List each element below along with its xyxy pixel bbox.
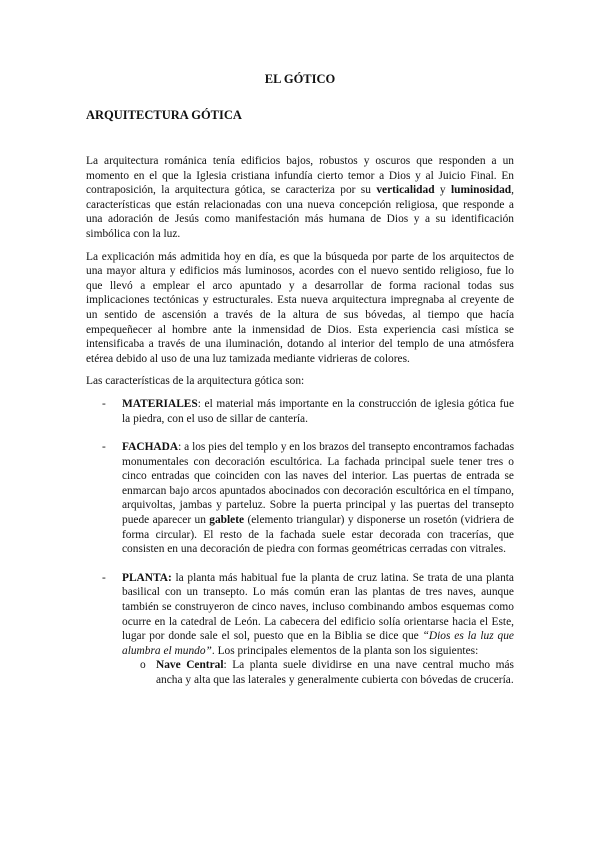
list-item-planta: - PLANTA: la planta más habitual fue la planta de cruz latina. Se trata de una planta basilical con un transepto. Lo más común eran las plantas de tres naves, aunque también se construyeron de cinco naves, incluso combinando ambos esquemas como ocurre en la catedral de León. La cabecera del edificio solía orientarse hacia el Este, lugar por donde sale el sol, puesto que en la Biblia se dice que “Dios es la luz que alumbra el mundo”. Los principales elementos de la planta son los siguientes: o Nave Central: La planta suele dividirse en una nave central mucho más ancha y alta que las laterales y generalmente cubierta con bóvedas de crucería.: [102, 571, 514, 686]
bold-verticalidad: verticalidad: [376, 184, 435, 197]
quote-dios-luz: “Dios es la luz que alumbra el mundo”: [122, 630, 514, 657]
dash-marker: -: [102, 441, 106, 454]
label-planta: PLANTA:: [122, 571, 172, 584]
paragraph-intro: La arquitectura románica tenía edificios bajos, robustos y oscuros que responden a un momento en el que la Iglesia cristiana infundía cierto temor a Dios y al Juicio Final. En contraposición, la arquitectura gótica, se caracteriza por su verticalidad y luminosidad, características que están relacionadas con una nueva concepción religiosa, que responde a una adoración de Jesús como manifestación más humana de Dios y a su identificación simbólica con la luz.: [86, 155, 514, 240]
page-title: EL GÓTICO: [264, 72, 336, 86]
bold-luminosidad: luminosidad: [450, 184, 512, 197]
document-body: [86, 154, 514, 702]
label-fachada: FACHADA: [122, 441, 179, 454]
bold-gablete: gablete: [209, 514, 245, 527]
dash-marker: -: [102, 571, 106, 584]
section-heading: ARQUITECTURA GÓTICA: [86, 108, 242, 122]
sublist-item-nave-central: o Nave Central: La planta suele dividirse en una nave central mucho más ancha y alta que las laterales y generalmente cubierta con bóvedas de crucería.: [140, 659, 514, 686]
characteristics-list: [86, 397, 514, 688]
dash-marker: -: [102, 397, 106, 410]
paragraph-list-intro: Las características de la arquitectura gótica son:: [86, 375, 305, 388]
paragraph-explanation: La explicación más admitida hoy en día, es que la búsqueda por parte de los arquitectos de una mayor altura y edificios más luminosos, acordes con el nuevo sentido religioso, fue lo que llevó a emplear el arco apuntado y a desarrollar de forma racional todas sus implicaciones tectónicas y estructurales. Esta nueva arquitectura impregnaba al creyente de un sentido de ascensión a través de la altura de sus bóvedas, al tiempo que hacía empequeñecer al hombre ante la inmensidad de Dios. Esta experiencia casi mística se intensificaba a través de una iluminación, dotando al interior del templo de una atmósfera etérea debido al uso de una luz tamizada mediante vidrieras de colores.: [86, 250, 514, 365]
label-materiales: MATERIALES: [122, 397, 198, 410]
circle-bullet-marker: o: [140, 659, 146, 672]
list-item-materiales: - MATERIALES: el material más importante en la construcción de iglesia gótica fue la piedra, con el uso de sillar de cantería.: [102, 397, 514, 425]
planta-elements-list: [122, 658, 514, 687]
label-nave-central: Nave Central: [156, 659, 224, 672]
list-item-fachada: - FACHADA: a los pies del templo y en los brazos del transepto encontramos fachadas monumentales con decoración escultórica. La fachada principal suele tener tres o cinco entradas que coinciden con las naves del interior. Las puertas de entrada se enmarcan bajo arcos apuntados abocinados con decoración escultórica en el tímpano, arquivoltas, jambas y parteluz. Sobre la puerta principal y las puertas del transepto puede aparecer un gablete (elemento triangular) y disponerse un rosetón (vidriera de forma circular). El resto de la fachada suele estar decorada con tracerías, que consisten en una decoración de piedra con formas geométricas cerradas con vitrales.: [102, 441, 514, 556]
